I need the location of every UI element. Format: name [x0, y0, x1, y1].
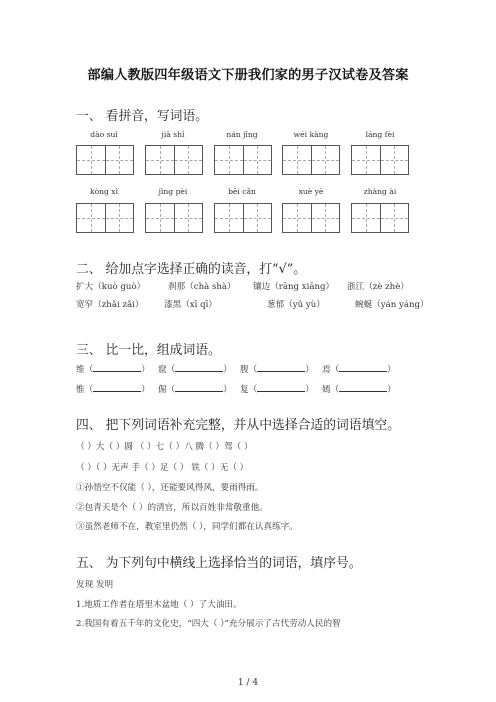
- writing-grid[interactable]: [351, 203, 409, 233]
- pinyin-label: jìng pèi: [158, 187, 188, 196]
- reading-option[interactable]: 刹那（chà shà）: [168, 282, 236, 292]
- char-prompt: 窟（: [158, 365, 176, 375]
- answer-blank[interactable]: [175, 383, 223, 392]
- section-4-heading: 四、 把下列词语补充完整，并从中选择合适的词语填空。: [76, 418, 400, 433]
- paren-close: ）: [387, 385, 396, 395]
- page-title: 部编人教版四年级语文下册我们家的男子汉试卷及答案: [87, 68, 409, 83]
- writing-grid[interactable]: [351, 145, 409, 175]
- answer-blank[interactable]: [93, 363, 141, 372]
- compare-row: [76, 363, 396, 375]
- section-1-heading: 一、 看拼音，写词语。: [76, 109, 209, 124]
- pinyin-label: xuè yè: [298, 187, 324, 196]
- writing-grid[interactable]: [145, 145, 203, 175]
- writing-grid[interactable]: [214, 203, 272, 233]
- pinyin-label: zhàng ài: [363, 187, 397, 196]
- paren-close: ）: [305, 385, 314, 395]
- fill-sentence[interactable]: ②包青天是个（ ）的清官，所以百姓非常敬重他。: [76, 503, 268, 513]
- reading-option[interactable]: 浙江（zè zhè）: [347, 282, 409, 292]
- reading-option[interactable]: 宽窄（zhǎi zǎi）: [76, 300, 144, 310]
- idiom-row[interactable]: （ ）大（ ）圆 （ ）七（ ）八 腾（ ）驾（ ）: [76, 442, 253, 452]
- fill-sentence[interactable]: 1.地质工作者在塔里木盆地（ ）了大油田。: [76, 600, 242, 610]
- answer-blank[interactable]: [339, 363, 387, 372]
- pinyin-label: kòng xì: [89, 187, 119, 196]
- word-choices: 发现 发明: [76, 580, 114, 590]
- section-3-heading: 三、 比一比，组成词语。: [76, 343, 221, 358]
- fill-sentence[interactable]: 2.我国有着五千年的文化史，“四大（ ）”充分展示了古代劳动人民的智: [76, 619, 341, 629]
- fill-sentence[interactable]: ③虽然老师不在，教室里仍然（ ），同学们都在认真练字。: [76, 522, 298, 532]
- writing-grid[interactable]: [145, 203, 203, 233]
- char-prompt: 维（: [76, 365, 94, 375]
- fill-sentence[interactable]: ①孙悟空不仅能（ ），还能要风得风，要雨得雨。: [76, 483, 264, 493]
- answer-blank[interactable]: [339, 383, 387, 392]
- pinyin-label: bēi cǎn: [228, 187, 256, 196]
- paren-close: ）: [141, 385, 150, 395]
- char-prompt: 焉（: [322, 365, 340, 375]
- pinyin-label: láng fèi: [365, 130, 395, 139]
- section-2-heading: 二、 给加点字选择正确的读音，打“√”。: [76, 262, 307, 277]
- reading-option[interactable]: 镶边（rāng xiāng）: [253, 282, 335, 292]
- answer-blank[interactable]: [257, 363, 305, 372]
- paren-close: ）: [387, 365, 396, 375]
- answer-blank[interactable]: [257, 383, 305, 392]
- paren-close: ）: [223, 385, 232, 395]
- paren-close: ）: [141, 365, 150, 375]
- compare-row: [76, 383, 396, 395]
- pinyin-label: wéi kàng: [293, 130, 329, 139]
- reading-option[interactable]: 漆黑（xī qī）: [164, 300, 217, 310]
- char-prompt: 惟（: [76, 385, 94, 395]
- answer-blank[interactable]: [175, 363, 223, 372]
- writing-grid[interactable]: [76, 145, 134, 175]
- writing-grid[interactable]: [282, 203, 340, 233]
- idiom-row[interactable]: （ ）（ ）无声 手（ ）足（ ） 铁（ ）无（ ）: [76, 463, 249, 473]
- reading-option[interactable]: 扩大（kuò guò）: [76, 282, 146, 292]
- writing-grid[interactable]: [76, 203, 134, 233]
- char-prompt: 复（: [240, 385, 258, 395]
- paren-close: ）: [305, 365, 314, 375]
- section-5-heading: 五、 为下列句中横线上选择恰当的词语，填序号。: [76, 556, 362, 571]
- answer-blank[interactable]: [93, 383, 141, 392]
- reading-option[interactable]: 蜿蜒（yán yáng）: [355, 300, 429, 310]
- writing-grid[interactable]: [282, 145, 340, 175]
- page-number: 1 / 4: [237, 678, 259, 688]
- char-prompt: 倔（: [158, 385, 176, 395]
- char-prompt: 腹（: [240, 365, 258, 375]
- char-prompt: 嫣（: [322, 385, 340, 395]
- pinyin-label: dào suì: [90, 130, 118, 139]
- reading-option[interactable]: 葱郁（yǔ yù）: [267, 300, 325, 310]
- writing-grid[interactable]: [214, 145, 272, 175]
- pinyin-label: jiā shǐ: [161, 130, 185, 139]
- paren-close: ）: [223, 365, 232, 375]
- pinyin-label: nán jīng: [226, 130, 258, 139]
